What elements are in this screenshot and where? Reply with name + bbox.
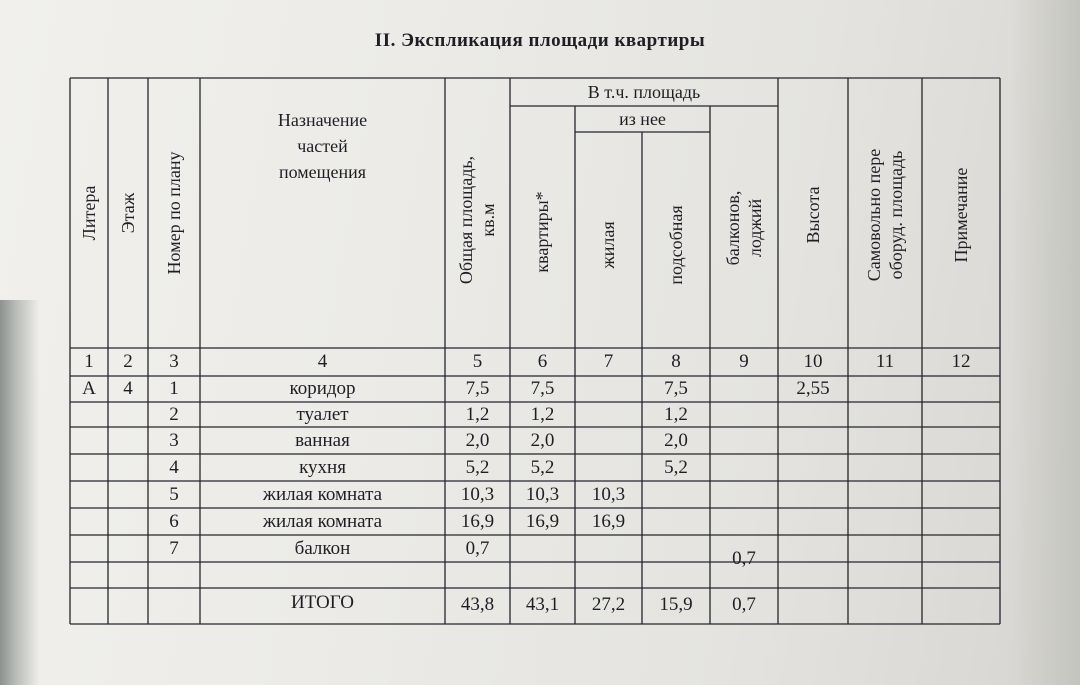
cell-room-name: жилая комната	[262, 511, 383, 532]
cell-height: 2,55	[796, 378, 830, 399]
header-height: Высота	[803, 186, 823, 244]
cell-auxiliary-area: 5,2	[664, 457, 688, 478]
header-purpose	[200, 107, 445, 185]
cell-living-area: 10,3	[591, 484, 626, 505]
cell-room-name: жилая комната	[262, 484, 383, 505]
header-living: жилая	[598, 221, 618, 269]
header-purpose-line: Назначение	[277, 110, 368, 130]
header-auxiliary: подсобная	[666, 205, 686, 285]
cell-plan-number: 5	[169, 484, 179, 505]
total-balcony-value: 0,7	[732, 594, 756, 615]
cell-total-area: 1,2	[465, 404, 490, 425]
column-number: 5	[472, 351, 483, 372]
cell-room-name: коридор	[289, 378, 356, 399]
cell-litera: А	[82, 378, 96, 399]
header-floor: Этаж	[118, 192, 138, 234]
header-total-area-line: кв.м	[478, 203, 498, 237]
cell-room-name: балкон	[294, 538, 351, 559]
cell-total-area: 16,9	[460, 511, 495, 532]
cell-apartment-area: 16,9	[525, 511, 560, 532]
cell-apartment-area: 7,5	[530, 378, 555, 399]
cell-plan-number: 3	[169, 430, 179, 451]
cell-plan-number: 4	[169, 457, 179, 478]
header-litera: Литера	[79, 185, 99, 241]
cell-total-area: 7,5	[465, 378, 490, 399]
header-including-area: В т.ч. площадь	[587, 82, 701, 102]
cell-apartment-area: 1,2	[530, 404, 555, 425]
total-living-value: 27,2	[591, 594, 626, 615]
cell-auxiliary-area: 2,0	[664, 430, 688, 451]
total-apartment-value: 43,1	[525, 594, 560, 615]
cell-auxiliary-area: 7,5	[664, 378, 688, 399]
column-number: 9	[739, 351, 749, 372]
column-number: 1	[84, 351, 94, 372]
cell-apartment-area: 5,2	[530, 457, 555, 478]
cell-room-name: кухня	[299, 457, 346, 478]
cell-apartment-area: 10,3	[525, 484, 560, 505]
header-purpose-line: помещения	[278, 162, 367, 182]
total-label: ИТОГО	[290, 592, 355, 613]
total-auxiliary-value: 15,9	[659, 594, 693, 615]
column-number: 4	[317, 351, 328, 372]
cell-total-area: 0,7	[465, 538, 490, 559]
cell-room-name: туалет	[296, 404, 349, 425]
cell-total-area: 2,0	[465, 430, 490, 451]
column-number: 10	[803, 351, 823, 372]
header-balconies-line: лоджий	[745, 198, 765, 258]
header-apartment: квартиры*	[532, 191, 552, 273]
cell-auxiliary-area: 1,2	[664, 404, 688, 425]
header-self-built	[863, 149, 907, 281]
header-balconies-line: балконов,	[723, 190, 743, 266]
header-purpose-line: частей	[297, 136, 348, 156]
column-number: 7	[603, 351, 614, 372]
column-number: 12	[951, 351, 971, 372]
header-self-built-line: Самовольно пере	[864, 148, 884, 282]
cell-plan-number: 1	[169, 378, 179, 399]
column-number: 3	[169, 351, 179, 372]
cell-room-name: ванная	[295, 430, 350, 451]
cell-plan-number: 6	[169, 511, 179, 532]
cell-plan-number: 2	[169, 404, 179, 425]
cell-total-area: 10,3	[460, 484, 495, 505]
header-balconies	[722, 191, 766, 266]
column-number: 6	[537, 351, 548, 372]
cell-total-area: 5,2	[465, 457, 490, 478]
header-total-area-line: Общая площадь,	[456, 155, 476, 285]
header-self-built-line: оборуд. площадь	[886, 150, 906, 280]
column-number: 11	[875, 351, 895, 372]
cell-living-area: 16,9	[591, 511, 626, 532]
document-title: II. Экспликация площади квартиры	[374, 30, 706, 51]
header-total-area	[455, 156, 499, 284]
header-of-which: из нее	[619, 109, 666, 129]
header-note: Примечание	[951, 167, 971, 263]
header-plan-number: Номер по плану	[164, 151, 184, 275]
cell-floor: 4	[123, 378, 133, 399]
total-area-value: 43,8	[460, 594, 495, 615]
cell-balcony-area: 0,7	[732, 548, 756, 569]
column-number: 2	[123, 351, 133, 372]
cell-apartment-area: 2,0	[530, 430, 555, 451]
column-number: 8	[671, 351, 681, 372]
cell-plan-number: 7	[169, 538, 179, 559]
